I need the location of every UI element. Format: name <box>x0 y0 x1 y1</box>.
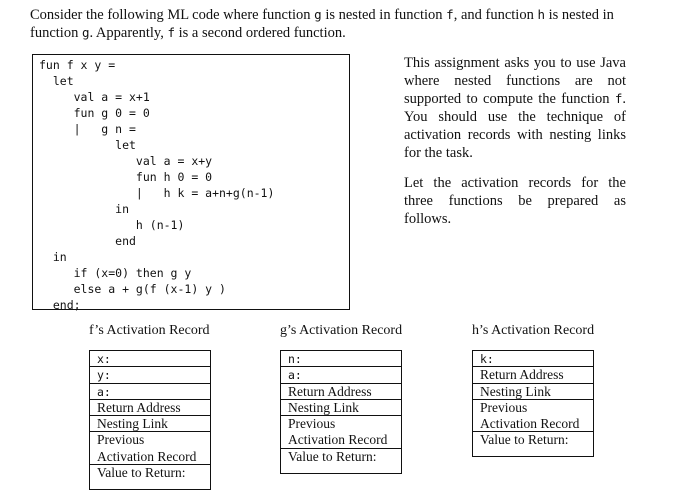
code-line: in <box>39 202 130 216</box>
code-line: end <box>39 234 136 248</box>
intro-text: is nested in function <box>30 7 614 41</box>
record-field: Return Address <box>90 400 210 416</box>
record-field: Nesting Link <box>473 384 593 400</box>
code-line: fun g 0 = 0 <box>39 106 150 120</box>
record-field: Nesting Link <box>90 416 210 432</box>
intro-text: , and function <box>453 7 538 23</box>
code-ref-f: f <box>614 91 623 106</box>
record-field: a: <box>90 384 210 400</box>
record-field: Nesting Link <box>281 400 401 416</box>
h-activation-record <box>472 350 594 457</box>
code-line: let <box>39 138 136 152</box>
intro-text: is nested in function <box>321 7 447 23</box>
record-field: Previous <box>97 432 145 448</box>
code-line: end; <box>39 298 81 312</box>
record-field: Return Address <box>281 384 401 400</box>
intro-text: Consider the following ML code where function <box>30 7 315 23</box>
record-field: Activation Record <box>281 432 401 448</box>
intro-text: . Apparently, <box>89 25 168 41</box>
g-activation-record <box>280 350 402 474</box>
code-ref-f: f <box>167 25 176 40</box>
record-field: x: <box>90 351 210 367</box>
record-field: Previous <box>480 399 528 415</box>
intro-paragraph <box>30 6 630 42</box>
code-ref-h: h <box>537 7 545 22</box>
record-field: Value to Return: <box>97 465 186 481</box>
h-record-title: h’s Activation Record <box>472 323 595 338</box>
intro-text: is a second ordered function. <box>175 25 346 41</box>
code-ref-g: g <box>81 25 90 40</box>
ml-code <box>33 55 349 313</box>
record-field: Value to Return: <box>288 448 377 464</box>
f-record-title: f’s Activation Record <box>89 323 210 338</box>
record-field: n: <box>281 351 401 367</box>
record-field: Activation Record <box>473 416 593 432</box>
code-line: val a = x+y <box>39 154 213 168</box>
record-field: Return Address <box>473 367 593 383</box>
record-field: a: <box>281 367 401 383</box>
assignment-paragraph: This assignment asks you to use Java where nested functions are not supported to compute the function f. You should use the technique of activation records with nesting links for the task. <box>404 55 626 161</box>
code-line: fun f x y = <box>39 58 116 72</box>
g-record-title: g’s Activation Record <box>280 323 403 338</box>
f-activation-record <box>89 350 211 490</box>
code-line: | g n = <box>39 122 136 136</box>
code-line: | h k = a+n+g(n-1) <box>39 186 275 200</box>
ml-code-box <box>32 54 350 310</box>
code-line: fun h 0 = 0 <box>39 170 213 184</box>
record-field: k: <box>473 351 593 367</box>
assignment-description <box>404 54 626 240</box>
record-field: Activation Record <box>90 449 210 465</box>
code-line: in <box>39 250 67 264</box>
code-line: val a = x+1 <box>39 90 150 104</box>
code-ref-g: g <box>314 7 322 22</box>
code-line: if (x=0) then g y <box>39 266 192 280</box>
record-field: y: <box>90 367 210 383</box>
record-field: Value to Return: <box>480 432 569 448</box>
code-ref-f: f <box>446 7 454 22</box>
code-line: else a + g(f (x-1) y ) <box>39 282 226 296</box>
activation-intro-paragraph: Let the activation records for the three functions be prepared as follows. <box>404 175 626 227</box>
record-field: Previous <box>288 416 336 432</box>
code-line: let <box>39 74 74 88</box>
code-line: h (n-1) <box>39 218 185 232</box>
